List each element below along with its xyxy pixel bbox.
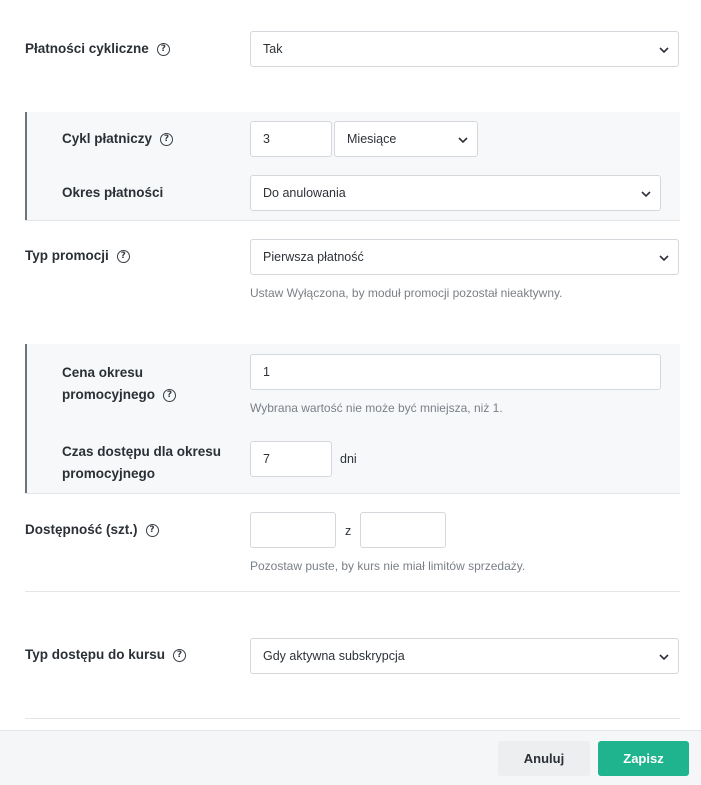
divider [25, 718, 680, 719]
payment-period-label-text: Okres płatności [62, 185, 164, 200]
availability-label [25, 519, 159, 541]
promo-price-input[interactable] [250, 354, 661, 390]
access-type-value: Gdy aktywna subskrypcja [263, 649, 405, 663]
payment-cycle-label-text: Cykl płatniczy [62, 131, 153, 146]
chevron-down-icon [658, 252, 670, 264]
promo-price-label-line1: Cena okresu [62, 365, 144, 380]
payment-period-select[interactable] [250, 175, 661, 211]
access-type-label-text: Typ dostępu do kursu [25, 647, 166, 662]
payment-cycle-number-input[interactable] [250, 121, 332, 157]
help-icon[interactable]: ? [163, 389, 176, 402]
modal-footer [0, 730, 701, 785]
help-icon[interactable]: ? [160, 133, 173, 146]
chevron-down-icon [640, 188, 652, 200]
divider [25, 493, 680, 494]
availability-from-input[interactable] [250, 512, 336, 548]
availability-to-input[interactable] [360, 512, 446, 548]
chevron-down-icon [457, 134, 469, 146]
promo-type-label [25, 245, 130, 267]
payment-cycle-unit-value: Miesiące [347, 132, 397, 146]
recurring-payments-label [25, 38, 170, 60]
payment-period-label [62, 182, 163, 204]
promo-access-label-line1: Czas dostępu dla okresu [62, 444, 222, 459]
chevron-down-icon [658, 44, 670, 56]
help-icon[interactable]: ? [157, 43, 170, 56]
availability-separator: z [345, 524, 352, 538]
promo-access-label [62, 441, 221, 485]
help-icon[interactable]: ? [146, 524, 159, 537]
promo-access-value: 7 [263, 452, 270, 466]
promo-price-label-line2: promocyjnego [62, 387, 156, 402]
help-icon[interactable]: ? [117, 250, 130, 263]
payment-period-value: Do anulowania [263, 186, 346, 200]
payment-cycle-number-value: 3 [263, 132, 270, 146]
divider [25, 220, 680, 221]
save-button[interactable]: Zapisz [598, 741, 689, 776]
cancel-button[interactable]: Anuluj [498, 741, 590, 776]
promo-price-value: 1 [263, 365, 270, 379]
promo-type-select[interactable] [250, 239, 679, 275]
recurring-payments-value: Tak [263, 42, 283, 56]
chevron-down-icon [658, 651, 670, 663]
recurring-payments-label-text: Płatności cykliczne [25, 41, 149, 56]
divider [25, 591, 680, 592]
promo-type-hint: Ustaw Wyłączona, by moduł promocji pozostał nieaktywny. [250, 286, 563, 300]
access-type-select[interactable] [250, 638, 679, 674]
help-icon[interactable]: ? [173, 649, 186, 662]
promo-price-label [62, 362, 176, 406]
payment-cycle-label [62, 128, 173, 150]
access-type-label [25, 644, 186, 666]
promo-access-label-line2: promocyjnego [62, 466, 156, 481]
recurring-payments-select[interactable] [250, 31, 679, 67]
promo-type-label-text: Typ promocji [25, 248, 109, 263]
payment-cycle-unit-select[interactable] [334, 121, 478, 157]
promo-price-hint: Wybrana wartość nie może być mniejsza, niż 1. [250, 401, 503, 415]
promo-access-unit: dni [340, 452, 357, 466]
promo-access-input[interactable] [250, 441, 332, 477]
promo-type-value: Pierwsza płatność [263, 250, 364, 264]
availability-hint: Pozostaw puste, by kurs nie miał limitów sprzedaży. [250, 559, 526, 573]
availability-label-text: Dostępność (szt.) [25, 522, 138, 537]
